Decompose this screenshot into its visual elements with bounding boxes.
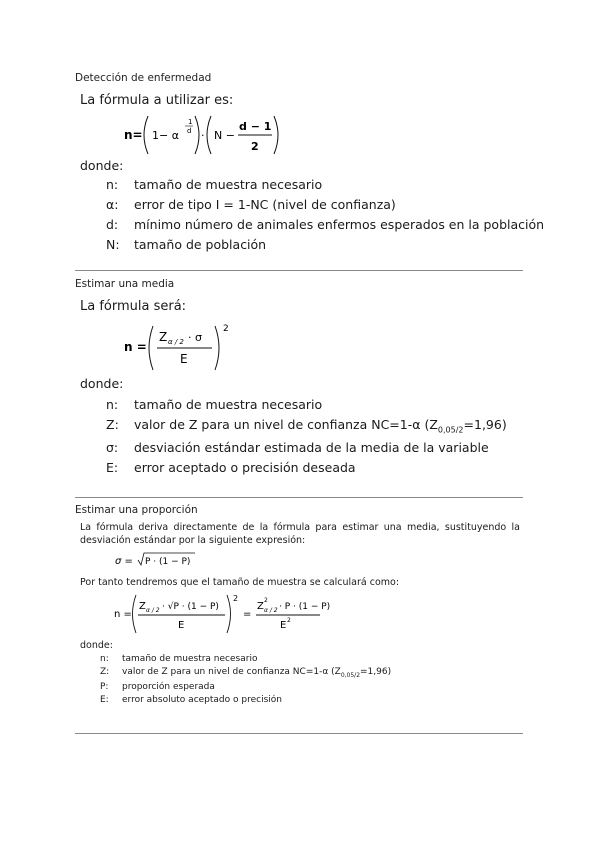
definition-symbol: Z: xyxy=(106,417,119,432)
definition-item xyxy=(106,397,507,412)
donde-label: donde: xyxy=(80,640,113,651)
formula-proporcion xyxy=(112,591,331,637)
definition-symbol: n: xyxy=(106,397,119,412)
definition-text: tamaño de muestra necesario xyxy=(134,177,323,192)
section-divider xyxy=(75,497,523,498)
definition-item xyxy=(106,197,544,212)
definition-item xyxy=(106,217,544,232)
definition-item xyxy=(100,667,391,679)
formula-z2-sub: α / 2 xyxy=(264,607,278,614)
formula-intro: La fórmula será: xyxy=(80,299,187,314)
formula-z-sub: α / 2 xyxy=(146,607,160,614)
definition-list xyxy=(106,177,544,252)
section-title-proporcion: Estimar una proporción xyxy=(75,504,198,516)
definition-item xyxy=(100,695,391,705)
formula-equals: = xyxy=(243,609,252,620)
section-title-media: Estimar una media xyxy=(75,278,175,290)
formula-intro: La fórmula a utilizar es: xyxy=(80,93,234,108)
formula-sigma xyxy=(113,550,203,570)
formula-num2-rest: · P · (1 − P) xyxy=(279,602,331,612)
definition-item xyxy=(106,237,544,252)
definition-symbol: n: xyxy=(100,654,109,664)
definition-text: proporción esperada xyxy=(122,681,215,692)
formula-lhs: n = xyxy=(114,609,132,620)
definition-text: error de tipo I = 1-NC (nivel de confianza) xyxy=(134,197,396,212)
formula-frac-num: d − 1 xyxy=(239,120,272,133)
formula-n-minus: N − xyxy=(214,129,235,142)
formula-intro-2: Por tanto tendremos que el tamaño de muestra se calculará como: xyxy=(80,577,400,588)
definition-item xyxy=(106,440,507,455)
section-title-deteccion: Detección de enfermedad xyxy=(75,72,212,84)
formula-den: E xyxy=(180,352,188,366)
formula-lhs: n= xyxy=(124,128,143,142)
definition-list xyxy=(106,397,507,475)
formula-frac-den: 2 xyxy=(251,140,259,153)
formula-one-minus-alpha: 1− α xyxy=(152,129,179,142)
definition-subscript: 0,05/2 xyxy=(340,671,361,679)
formula-den2-sup: 2 xyxy=(287,617,291,624)
definition-symbol: d: xyxy=(106,217,119,232)
donde-label: donde: xyxy=(80,376,124,391)
formula-num-rest: · σ xyxy=(188,331,202,344)
definition-text-after: =1,96) xyxy=(463,417,507,432)
formula-den: E xyxy=(178,620,185,631)
definition-text: error aceptado o precisión deseada xyxy=(134,459,356,475)
definition-text: valor de Z para un nivel de confianza NC=1-α (Z xyxy=(122,667,341,677)
formula-exp-num: 1 xyxy=(188,118,193,126)
formula-exp-den: d xyxy=(187,127,192,135)
definition-text-after: =1,96) xyxy=(360,667,392,677)
definition-symbol: n: xyxy=(106,177,119,192)
definition-item xyxy=(106,460,507,475)
formula-z: Z xyxy=(159,330,168,344)
definition-text: tamaño de muestra necesario xyxy=(134,397,323,412)
definition-text: error absoluto aceptado o precisión xyxy=(122,694,282,705)
definition-symbol: E: xyxy=(100,694,109,705)
definition-symbol: E: xyxy=(106,459,119,475)
definition-symbol: σ: xyxy=(106,439,119,455)
formula-power: 2 xyxy=(223,324,229,334)
formula-z: Z xyxy=(139,601,146,612)
definition-symbol: α: xyxy=(106,197,119,212)
formula-z-sub: α / 2 xyxy=(168,338,184,346)
donde-label: donde: xyxy=(80,158,124,173)
definition-item xyxy=(100,682,391,692)
formula-z2: Z xyxy=(257,601,264,612)
formula-lhs: σ = xyxy=(115,556,133,567)
definition-text: tamaño de población xyxy=(134,237,267,252)
formula-z2-sup: 2 xyxy=(264,597,268,604)
formula-dot: · xyxy=(201,129,205,142)
definition-list xyxy=(100,654,391,705)
definition-symbol: N: xyxy=(106,237,120,252)
formula-radicand: P · (1 − P) xyxy=(145,557,191,567)
formula-deteccion xyxy=(122,110,282,160)
formula-den2: E xyxy=(280,620,287,631)
formula-intro: La fórmula deriva directamente de la fórmula para estimar una media, sustituyendo la desviación estándar por la siguiente expresión: xyxy=(80,522,520,546)
definition-item xyxy=(106,417,507,435)
definition-item xyxy=(100,654,391,664)
formula-power: 2 xyxy=(233,594,239,603)
formula-media xyxy=(122,318,232,374)
formula-num-rest: · √P · (1 − P) xyxy=(162,602,219,612)
section-divider xyxy=(75,270,523,271)
definition-item xyxy=(106,177,544,192)
definition-symbol: Z: xyxy=(100,667,110,677)
definition-text: desviación estándar estimada de la media de la variable xyxy=(134,439,489,455)
definition-text: valor de Z para un nivel de confianza NC=1-α (Z xyxy=(134,417,438,432)
definition-text: mínimo número de animales enfermos esperados en la población xyxy=(134,217,545,232)
formula-lhs: n = xyxy=(124,340,147,354)
definition-symbol: P: xyxy=(100,681,109,692)
definition-subscript: 0,05/2 xyxy=(437,425,464,435)
definition-text: tamaño de muestra necesario xyxy=(122,654,258,664)
section-divider xyxy=(75,733,523,734)
